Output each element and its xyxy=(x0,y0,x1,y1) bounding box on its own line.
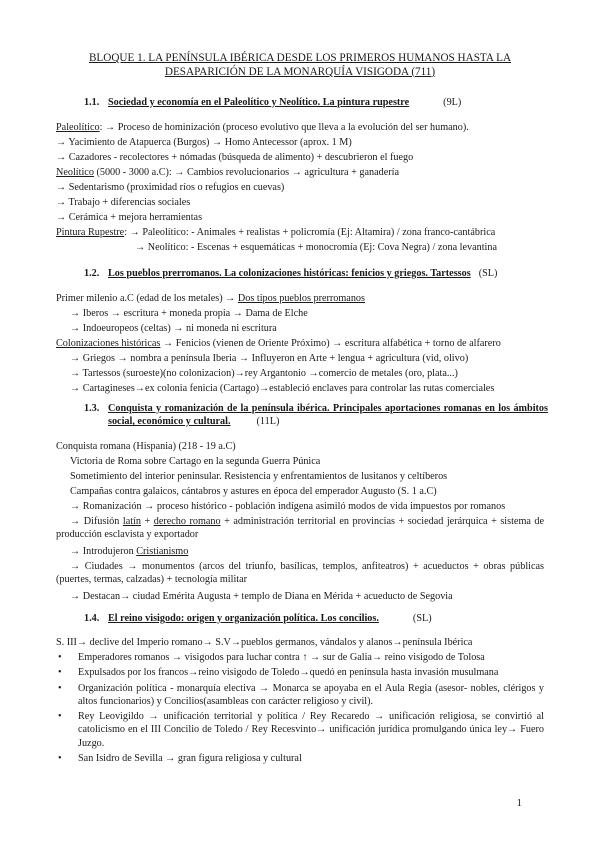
text-line: → Cerámica + mejora herramientas xyxy=(56,212,203,223)
pintura-label: Pintura Rupestre xyxy=(56,227,125,238)
bullet-list xyxy=(56,651,544,767)
section-1-4-heading xyxy=(84,612,554,625)
section-tag: (SL) xyxy=(412,613,432,624)
text-line: → Cartagineses→ex colonia fenicia (Cartago)→estableció enclaves para controlar las rutas comerciales xyxy=(70,383,495,394)
text-line: → Destacan→ ciudad Emérita Augusta + templo de Diana en Mérida + acueducto de Segovia xyxy=(70,591,453,602)
text-line: → Griegos → nombra a península Iberia → Influyeron en Arte + lengua + agricultura (vid, olivo) xyxy=(70,353,469,364)
text-line: → Neolítico: - Escenas + esquemáticas + monocromía (Ej: Cova Negra) / zona levantina xyxy=(135,242,497,253)
text-line: → Iberos → escritura + moneda propia → Dama de Elche xyxy=(70,308,308,319)
page-number: 1 xyxy=(516,796,522,809)
pintura-line: Pintura Rupestre: → Paleolítico: - Animales + realistas + policromía (Ej: Altamira) / zona franco-cantábrica xyxy=(56,227,496,238)
list-item: • Emperadores romanos → visigodos para luchar contra ↑ → sur de Galia→ reino visigodo de Tolosa xyxy=(56,651,544,664)
section-number: 1.4. xyxy=(84,613,100,624)
list-item: • San Isidro de Sevilla → gran figura religiosa y cultural xyxy=(56,752,544,765)
list-item: • Expulsados por los francos→reino visigodo de Toledo→quedó en península hasta invasión musulmana xyxy=(56,666,544,679)
text-line: Sometimiento del interior peninsular. Resistencia y enfrentamientos de lusitanos y celtíberos xyxy=(70,471,448,482)
section-title: Conquista y romanización de la península ibérica. Principales aportaciones romanas en los ámbitos social, económico y cultural. xyxy=(108,403,548,428)
text-line: → Introdujeron Cristianismo xyxy=(70,546,189,557)
colonizaciones-line: Colonizaciones históricas → Fenicios (vienen de Oriente Próximo) → escritura alfabética + torno de alfarero xyxy=(56,338,501,349)
text-line: Primer milenio a.C (edad de los metales) → Dos tipos pueblos prerromanos xyxy=(56,293,365,304)
section-1-1-heading xyxy=(84,96,554,109)
text-line: → Sedentarismo (proximidad ríos o refugios en cuevas) xyxy=(56,182,285,193)
section-tag: (9L) xyxy=(443,97,462,108)
section-title: El reino visigodo: origen y organización política. Los concilios. xyxy=(108,613,379,624)
title-line-1: BLOQUE 1. LA PENÍNSULA IBÉRICA DESDE LOS PRIMEROS HUMANOS HASTA LA xyxy=(88,52,512,64)
paleolitico-line: Paleolítico: → Proceso de hominización (proceso evolutivo que lleva a la evolución del ser humano). xyxy=(56,122,469,133)
text-line: Victoria de Roma sobre Cartago en la segunda Guerra Púnica xyxy=(70,456,321,467)
section-title: Los pueblos prerromanos. La colonizaciones históricas: fenicios y griegos. Tartessos xyxy=(108,268,471,279)
text-line: → Yacimiento de Atapuerca (Burgos) → Homo Antecessor (aprox. 1 M) xyxy=(56,137,352,148)
text-line: → Cazadores - recolectores + nómadas (búsqueda de alimento) + descubrieron el fuego xyxy=(56,152,414,163)
text-line: Conquista romana (Hispania) (218 - 19 a.C) xyxy=(56,441,236,452)
section-1-3-heading xyxy=(84,402,554,432)
section-tag: (SL) xyxy=(478,268,498,279)
section-tag: (11L) xyxy=(256,416,280,428)
colonizaciones-label: Colonizaciones históricas xyxy=(56,338,161,349)
section-title: Sociedad y economía en el Paleolítico y Neolítico. La pintura rupestre xyxy=(108,97,410,108)
text-line: → Indoeuropeos (celtas) → ni moneda ni escritura xyxy=(70,323,277,334)
text-paragraph: → Ciudades → monumentos (arcos del triunfo, basílicas, templos, anfiteatros) + acueductos + obras públicas (puertes, termas, calzadas) + tecnología militar xyxy=(56,561,544,586)
section-number: 1.2. xyxy=(84,268,100,279)
section-number: 1.1. xyxy=(84,97,100,108)
text-line: → Trabajo + diferencias sociales xyxy=(56,197,191,208)
list-item: • Rey Leovigildo → unificación territorial y política / Rey Recaredo → unificación religiosa, se convirtió al catolicismo en el III Concilio de Toledo / Rey Recesvinto→ unificación jurídica promulgando única ley→ Fuero Juzgo. xyxy=(56,710,544,750)
text-line: S. III→ declive del Imperio romano→ S.V→pueblos germanos, vándalos y alanos→península Ibérica xyxy=(56,637,473,648)
section-1-2-heading xyxy=(84,267,554,280)
text-paragraph: → Difusión latín + derecho romano + administración territorial en provincias + sociedad jerárquica + sistema de producción esclavista y exportador xyxy=(56,516,545,541)
neolitico-label: Neolítico xyxy=(56,167,94,178)
text-line: Campañas contra galaicos, cántabros y astures en época del emperador Augusto (S. 1 a.C) xyxy=(70,486,437,497)
text-line: → Tartessos (suroeste)(no colonizacion)→rey Argantonio →comercio de metales (oro, plata...) xyxy=(70,368,458,379)
section-number: 1.3. xyxy=(84,403,100,414)
document-title xyxy=(60,52,540,79)
text-line: → Romanización → proceso histórico - población indígena asimiló modos de vida impuestos por romanos xyxy=(70,501,506,512)
neolitico-line: Neolítico (5000 - 3000 a.C): → Cambios revolucionarios → agricultura + ganadería xyxy=(56,167,399,178)
paleolitico-label: Paleolítico xyxy=(56,122,100,133)
list-item: • Organización política - monarquía electiva → Monarca se apoyaba en el Aula Regia (asesor- nobles, clérigos y altos funcionarios) y Concilios(asambleas con carácter religioso y civil). xyxy=(56,682,544,709)
title-line-2: DESAPARICIÓN DE LA MONARQUÍA VISIGODA (711) xyxy=(164,65,436,78)
